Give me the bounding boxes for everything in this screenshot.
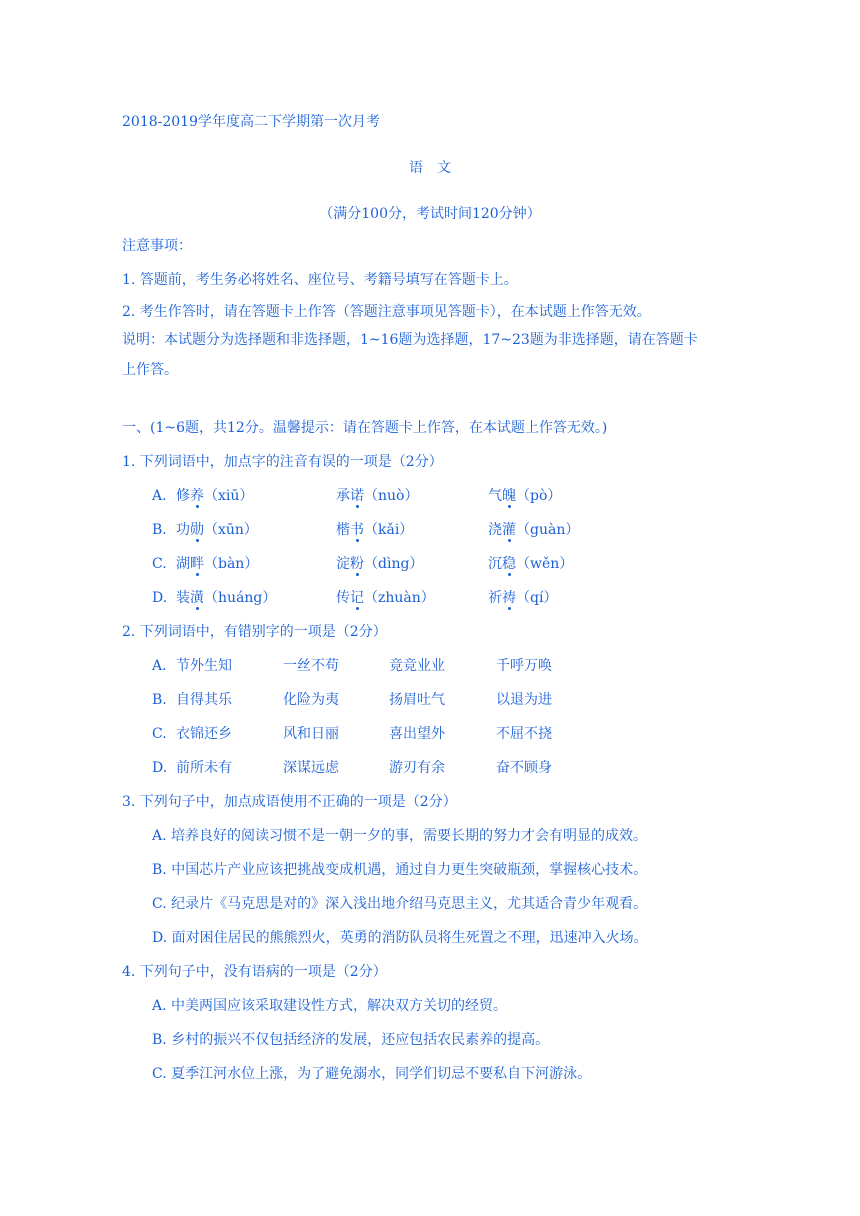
notes-item-2: 2. 考生作答时，请在答题卡上作答（答题注意事项见答题卡），在本试题上作答无效。	[122, 304, 651, 320]
option-label: C.	[152, 726, 167, 742]
idiom-word: 化险为夷	[283, 692, 339, 708]
notes-item-1: 1. 答题前，考生务必将姓名、座位号、考籍号填写在答题卡上。	[122, 272, 518, 288]
question-4-option-c: C. 夏季江河水位上涨，为了避免溺水，同学们切忌不要私自下河游泳。	[152, 1066, 592, 1082]
option-label: B.	[152, 522, 167, 538]
section-1-title: 一、(1~6题，共12分。温馨提示：请在答题卡上作答，在本试题上作答无效。)	[122, 420, 608, 436]
option-label: A.	[152, 658, 167, 674]
question-2-option-row	[0, 724, 860, 744]
idiom-word: 喜出望外	[389, 726, 445, 742]
word-with-pinyin: 祈祷（qí）	[488, 590, 558, 606]
word-with-pinyin: 浇灌（guàn）	[488, 522, 580, 538]
word-with-pinyin: 修养（xiū）	[176, 488, 254, 504]
word-with-pinyin: 湖畔（bàn）	[176, 556, 259, 572]
notes-explain-line-1: 说明：本试题分为选择题和非选择题，1~16题为选择题，17~23题为非选择题，请在答题卡	[122, 332, 698, 348]
idiom-word: 深谋远虑	[283, 760, 339, 776]
question-4-stem: 4. 下列句子中，没有语病的一项是（2分）	[122, 964, 387, 980]
question-3-option-d: D. 面对困住居民的熊熊烈火，英勇的消防队员将生死置之不理，迅速冲入火场。	[152, 930, 648, 946]
question-2-option-row	[0, 656, 860, 676]
idiom-word: 不屈不挠	[496, 726, 552, 742]
idiom-word: 风和日丽	[283, 726, 339, 742]
option-label: D.	[152, 590, 168, 606]
question-2-option-row	[0, 758, 860, 778]
word-with-pinyin: 装潢（huáng）	[176, 590, 277, 606]
subject-title: 语 文	[409, 160, 451, 176]
idiom-word: 一丝不苟	[283, 658, 339, 674]
notes-heading: 注意事项：	[122, 238, 192, 254]
question-3-option-b: B. 中国芯片产业应该把挑战变成机遇，通过自力更生突破瓶颈，掌握核心技术。	[152, 862, 648, 878]
question-1-option-row	[0, 520, 860, 540]
word-with-pinyin: 传记（zhuàn）	[336, 590, 435, 606]
question-1-stem: 1. 下列词语中，加点字的注音有误的一项是（2分）	[122, 454, 443, 470]
exam-title: 2018-2019学年度高二下学期第一次月考	[122, 114, 380, 130]
option-label: B.	[152, 692, 167, 708]
question-1-option-row	[0, 486, 860, 506]
question-3-option-a: A. 培养良好的阅读习惯不是一朝一夕的事，需要长期的努力才会有明显的成效。	[152, 828, 648, 844]
word-with-pinyin: 淀粉（dìng）	[336, 556, 424, 572]
question-1-option-row	[0, 554, 860, 574]
exam-meta: （满分100分，考试时间120分钟）	[319, 206, 541, 222]
word-with-pinyin: 承诺（nuò）	[336, 488, 419, 504]
idiom-word: 竞竞业业	[389, 658, 445, 674]
idiom-word: 千呼万唤	[496, 658, 552, 674]
question-2-option-row	[0, 690, 860, 710]
question-4-option-b: B. 乡村的振兴不仅包括经济的发展，还应包括农民素养的提高。	[152, 1032, 550, 1048]
question-3-stem: 3. 下列句子中，加点成语使用不正确的一项是（2分）	[122, 794, 457, 810]
question-2-stem: 2. 下列词语中，有错别字的一项是（2分）	[122, 624, 387, 640]
question-1-option-row	[0, 588, 860, 608]
word-with-pinyin: 气魄（pò）	[488, 488, 562, 504]
idiom-word: 前所未有	[176, 760, 232, 776]
question-4-option-a: A. 中美两国应该采取建设性方式，解决双方关切的经贸。	[152, 998, 508, 1014]
idiom-word: 扬眉吐气	[389, 692, 445, 708]
notes-explain-line-2: 上作答。	[122, 362, 178, 378]
word-with-pinyin: 功勋（xūn）	[176, 522, 258, 538]
word-with-pinyin: 楷书（kǎi）	[336, 522, 414, 538]
idiom-word: 自得其乐	[176, 692, 232, 708]
question-3-option-c: C. 纪录片《马克思是对的》深入浅出地介绍马克思主义，尤其适合青少年观看。	[152, 896, 648, 912]
option-label: A.	[152, 488, 167, 504]
option-label: D.	[152, 760, 168, 776]
idiom-word: 游刃有余	[389, 760, 445, 776]
option-label: C.	[152, 556, 167, 572]
idiom-word: 节外生知	[176, 658, 232, 674]
idiom-word: 奋不顾身	[496, 760, 552, 776]
idiom-word: 以退为进	[496, 692, 552, 708]
idiom-word: 衣锦还乡	[176, 726, 232, 742]
word-with-pinyin: 沉稳（wěn）	[488, 556, 574, 572]
